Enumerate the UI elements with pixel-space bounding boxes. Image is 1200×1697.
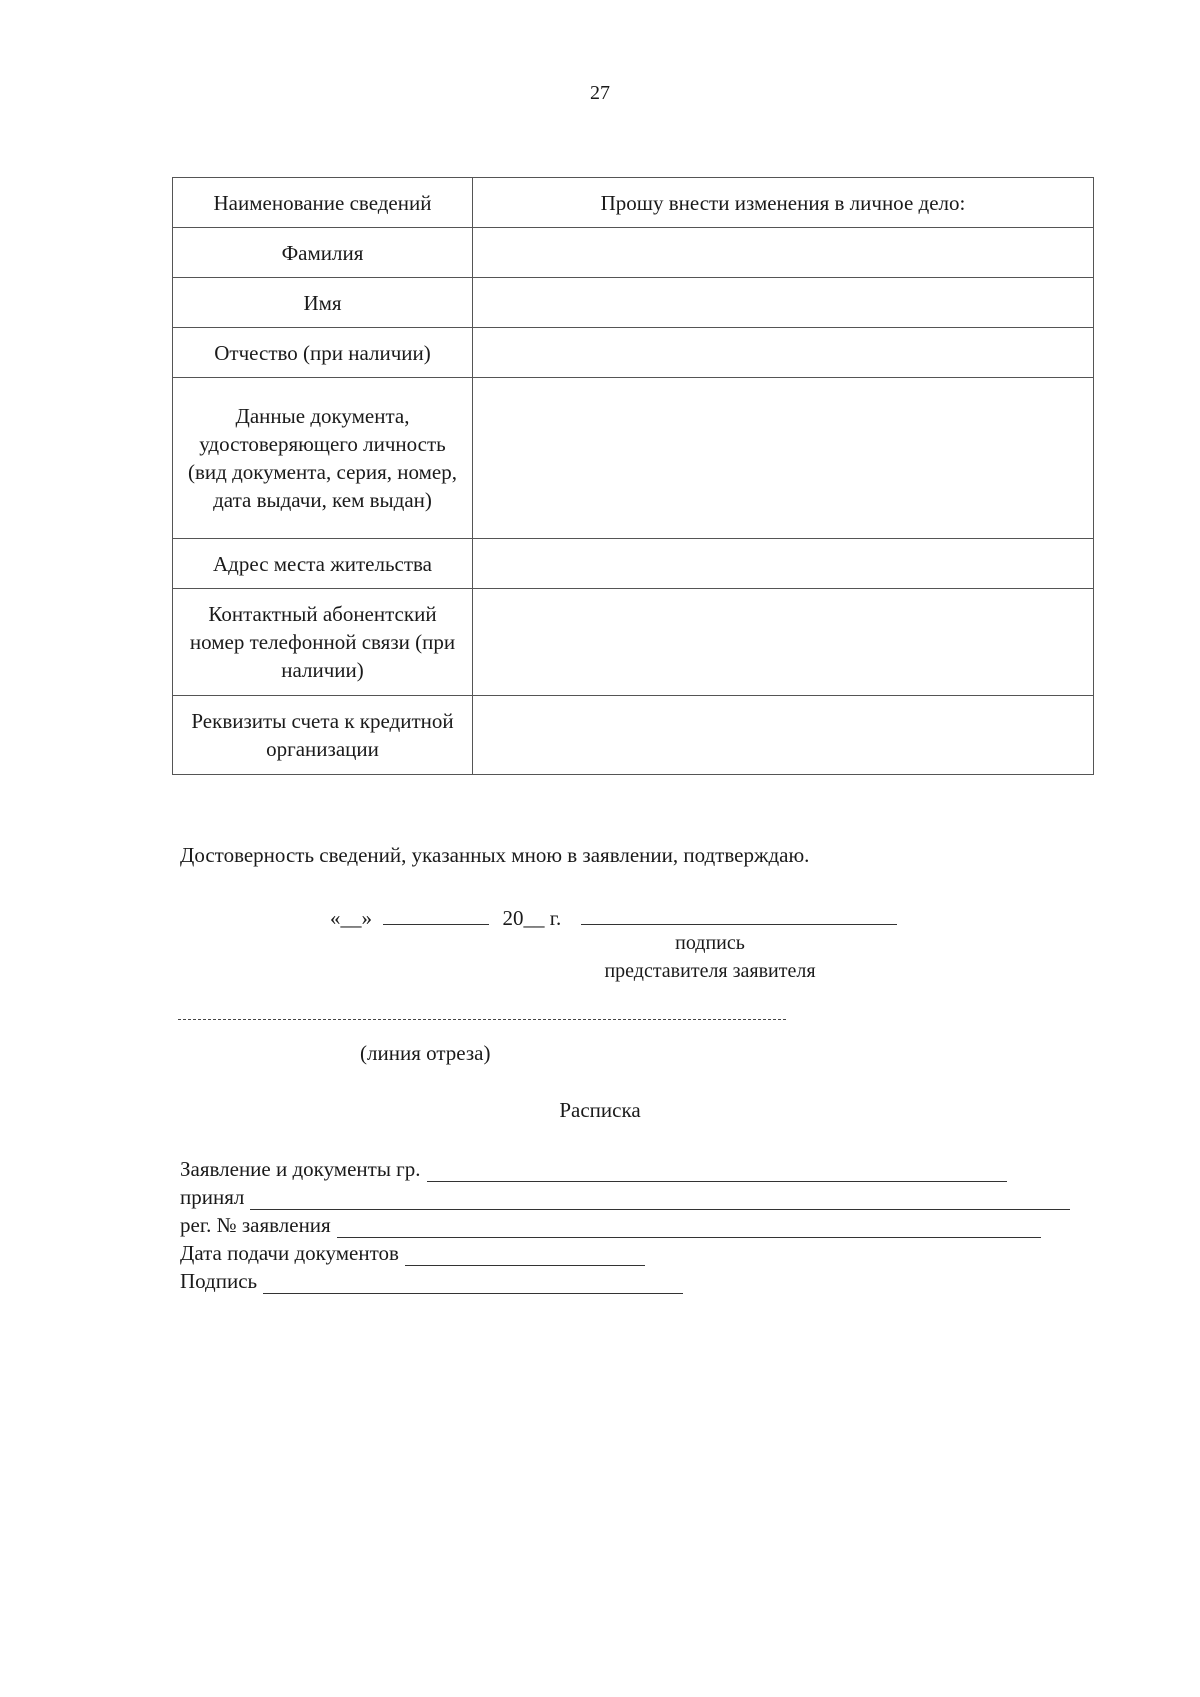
receipt-label: рег. № заявления (180, 1213, 331, 1237)
address-field[interactable] (473, 539, 1094, 589)
receipt-line-applicant (180, 1157, 1007, 1182)
applicant-name-field[interactable] (427, 1161, 1007, 1182)
table-row-bank-details (173, 696, 1094, 775)
reg-number-field[interactable] (337, 1217, 1041, 1238)
receipt-signature-field[interactable] (263, 1273, 683, 1294)
date-signature-line (330, 902, 897, 931)
receipt-label: принял (180, 1185, 245, 1209)
receipt-title: Расписка (559, 1098, 641, 1122)
table-row-patronymic (173, 328, 1094, 378)
row-label: Отчество (при наличии) (173, 328, 473, 378)
id-document-field[interactable] (473, 378, 1094, 539)
row-label: Контактный абонентский номер телефонной связи (при наличии) (173, 589, 473, 696)
receipt-label: Заявление и документы гр. (180, 1157, 421, 1181)
header-field-name: Наименование сведений (173, 178, 473, 228)
year-field[interactable]: 20__ г. (502, 906, 562, 930)
header-change-request: Прошу внести изменения в личное дело: (473, 178, 1094, 228)
signature-caption-line2: представителя заявителя (604, 960, 816, 982)
row-label: Данные документа, удостоверяющего личность (вид документа, серия, номер, дата выдачи, кем выдан) (173, 378, 473, 539)
bank-details-field[interactable] (473, 696, 1094, 775)
table-row-address (173, 539, 1094, 589)
signature-field[interactable] (581, 902, 897, 925)
receipt-line-accepted (180, 1185, 1070, 1210)
month-field[interactable] (383, 902, 489, 925)
table-row-id-document (173, 378, 1094, 539)
receipt-line-date (180, 1241, 645, 1266)
personal-data-table (172, 177, 1094, 775)
page-number: 27 (590, 82, 610, 104)
signature-caption-line1: подпись (675, 932, 745, 954)
day-field[interactable]: «__» (330, 906, 372, 930)
accepted-by-field[interactable] (250, 1189, 1070, 1210)
table-row-name (173, 278, 1094, 328)
surname-field[interactable] (473, 228, 1094, 278)
row-label: Адрес места жительства (173, 539, 473, 589)
table-row-surname (173, 228, 1094, 278)
row-label: Имя (173, 278, 473, 328)
table-header-row (173, 178, 1094, 228)
cut-line (178, 1019, 786, 1020)
receipt-label: Дата подачи документов (180, 1241, 399, 1265)
receipt-line-signature (180, 1269, 683, 1294)
first-name-field[interactable] (473, 278, 1094, 328)
receipt-label: Подпись (180, 1269, 258, 1293)
submission-date-field[interactable] (405, 1245, 645, 1266)
row-label: Реквизиты счета к кредитной организации (173, 696, 473, 775)
confirmation-text: Достоверность сведений, указанных мною в заявлении, подтверждаю. (180, 843, 810, 867)
receipt-line-reg-number (180, 1213, 1041, 1238)
table-row-phone (173, 589, 1094, 696)
row-label: Фамилия (173, 228, 473, 278)
cut-line-caption: (линия отреза) (360, 1041, 491, 1065)
patronymic-field[interactable] (473, 328, 1094, 378)
phone-field[interactable] (473, 589, 1094, 696)
